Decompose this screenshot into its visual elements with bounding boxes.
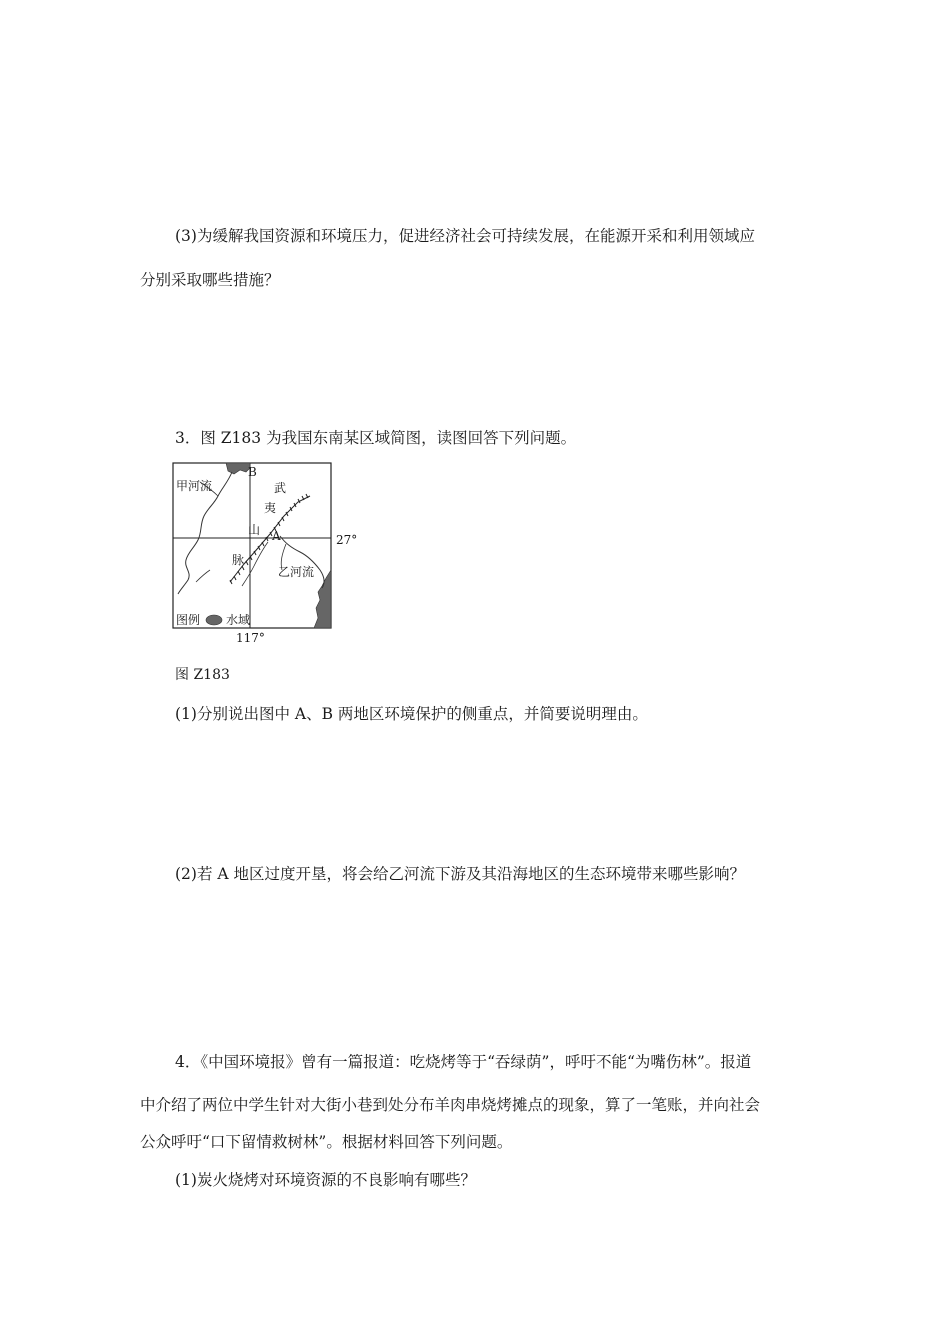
label-river-yi: 乙河流 xyxy=(278,565,315,579)
label-b: B xyxy=(248,465,257,479)
label-lon: 117° xyxy=(236,631,265,645)
label-mountain-1: 武 xyxy=(274,481,287,495)
region-map xyxy=(170,460,360,650)
q3-sub1: (1)分别说出图中 A、B 两地区环境保护的侧重点，并简要说明理由。 xyxy=(175,705,648,723)
q4-sub1: (1)炭火烧烤对环境资源的不良影响有哪些？ xyxy=(175,1171,476,1189)
q3-stem: 3．图 Z183 为我国东南某区域简图，读图回答下列问题。 xyxy=(175,429,577,447)
q4-line3: 公众呼吁“口下留情救树林”。根据材料回答下列问题。 xyxy=(140,1133,513,1151)
legend-water-symbol xyxy=(206,615,222,625)
q2-sub3-line2: 分别采取哪些措施？ xyxy=(140,271,280,289)
q2-sub3-line1: (3)为缓解我国资源和环境压力，促进经济社会可持续发展，在能源开采和利用领域应 xyxy=(175,227,755,245)
water-body-sea xyxy=(314,570,331,628)
water-body-north xyxy=(226,463,250,474)
legend-title: 图例 xyxy=(176,613,201,627)
q3-sub2: (2)若 A 地区过度开垦，将会给乙河流下游及其沿海地区的生态环境带来哪些影响？ xyxy=(175,865,746,883)
legend-item: 水域 xyxy=(226,613,251,627)
label-lat: 27° xyxy=(336,533,358,547)
label-river-jia: 甲河流 xyxy=(176,479,213,493)
q4-line1: 4．《中国环境报》曾有一篇报道：吃烧烤等于“吞绿荫”，呼吁不能“为嘴伤林”。报道 xyxy=(175,1053,752,1071)
label-a: A xyxy=(272,529,281,543)
label-mountain-4: 脉 xyxy=(232,553,245,567)
label-mountain-2: 夷 xyxy=(264,501,277,515)
label-mountain-3: 山 xyxy=(248,523,261,537)
q3-figure-caption: 图 Z183 xyxy=(175,667,230,683)
q4-line2: 中介绍了两位中学生针对大街小巷到处分布羊肉串烧烤摊点的现象，算了一笔账，并向社会 xyxy=(140,1096,761,1114)
river-yi xyxy=(280,536,324,588)
